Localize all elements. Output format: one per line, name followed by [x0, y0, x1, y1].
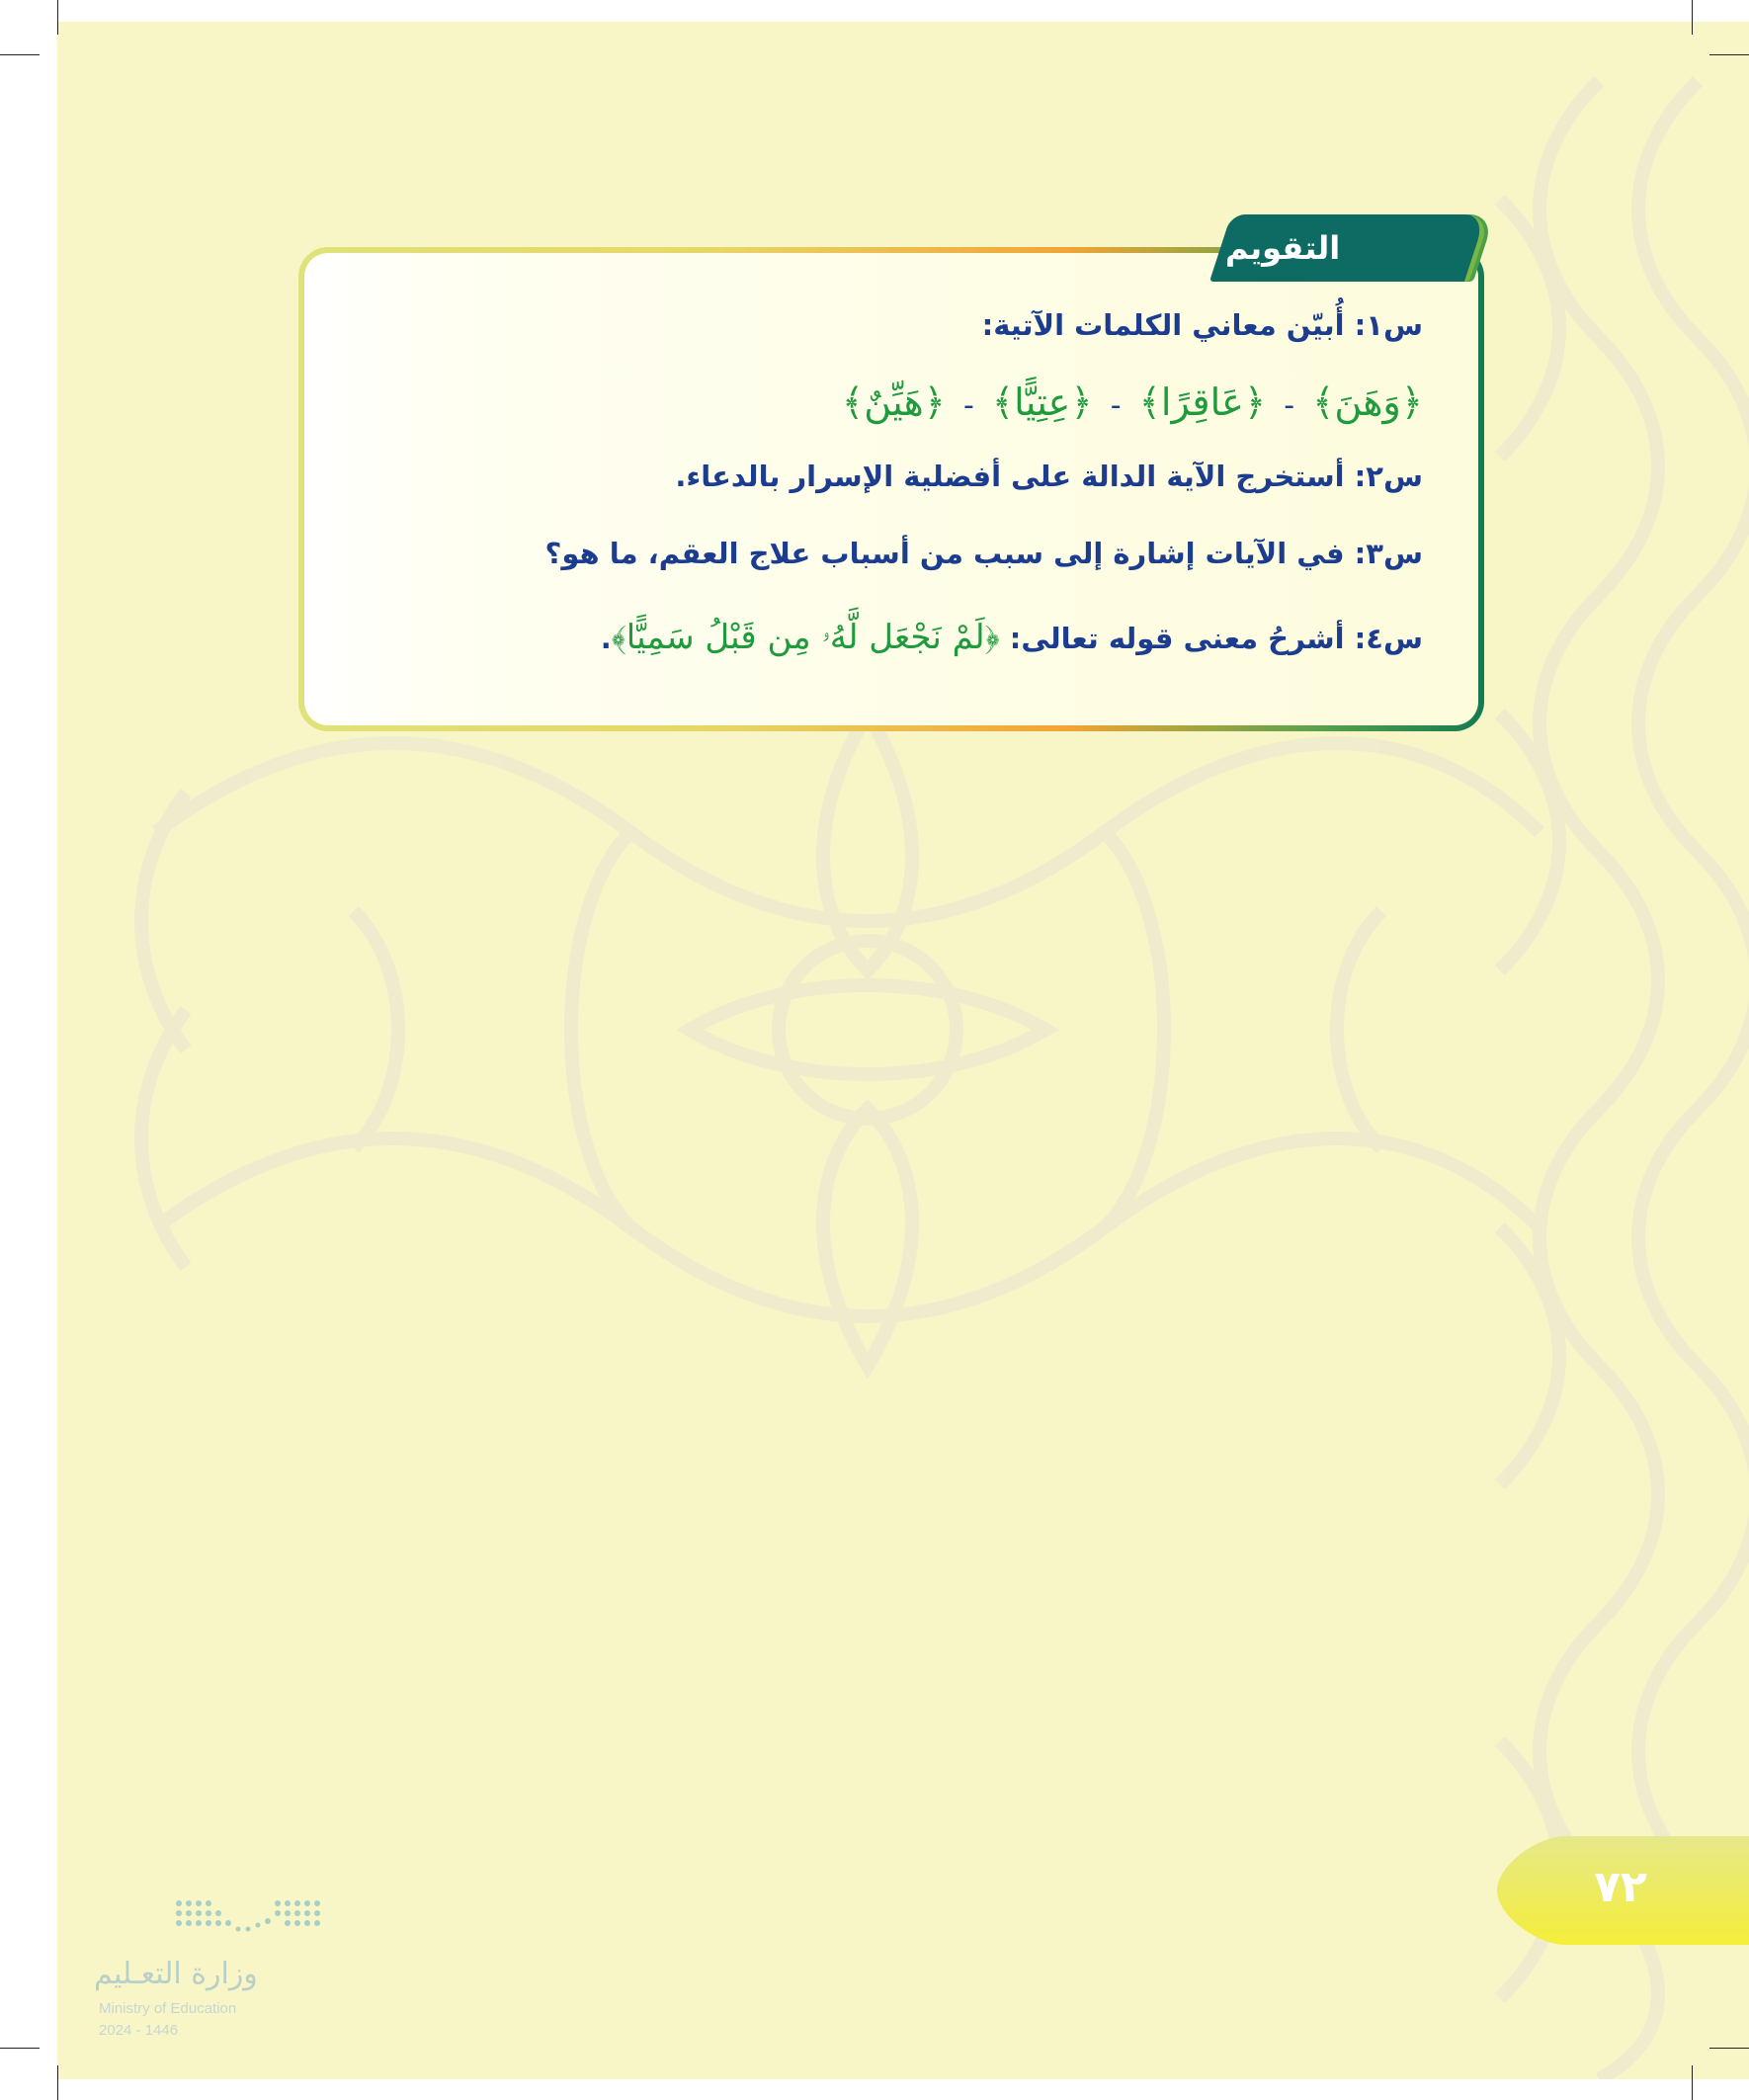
word-separator: - [962, 388, 974, 423]
word-item: وَهَنَ [1334, 380, 1401, 424]
page-number: ٧٢ [1594, 1862, 1647, 1912]
verse-bracket-open: ﴿ [923, 380, 946, 424]
ministry-name-english: Ministry of Education [99, 2000, 237, 2017]
question-3 [545, 537, 1423, 570]
question-1 [982, 308, 1423, 342]
question-4-number: س٤: [1344, 622, 1423, 655]
verse-bracket-open: ﴿ [984, 618, 1000, 657]
question-4 [601, 618, 1423, 657]
ministry-name-arabic: وزارة التعـليم [94, 1957, 258, 1991]
question-4-verse: لَمْ نَجْعَل لَّهُۥ مِن قَبْلُ سَمِيًّا [625, 618, 985, 657]
question-1-text: أُبيّن معاني الكلمات الآتية: [981, 308, 1345, 342]
question-1-number: س١: [1344, 308, 1423, 342]
word-item: هَيِّنٌ [864, 380, 924, 424]
verse-bracket-close: ﴾ [1138, 380, 1161, 424]
crop-mark [0, 2048, 40, 2049]
evaluation-title: التقويم [1225, 229, 1341, 267]
word-item: عِتِيًّا [1014, 380, 1071, 424]
word-item: عَاقِرًا [1160, 380, 1244, 424]
question-4-text: أشرحُ معنى قوله تعالى: [999, 622, 1345, 655]
verse-bracket-close: ﴾ [1312, 380, 1335, 424]
crop-mark [1692, 2065, 1693, 2100]
question-3-text: في الآيات إشارة إلى سبب من أسباب علاج العقم، ما هو؟ [544, 537, 1345, 570]
crop-mark [1709, 2048, 1749, 2049]
question-4-end: . [600, 622, 612, 655]
word-separator: - [1284, 388, 1295, 423]
verse-bracket-close: ﴾ [611, 618, 626, 657]
academic-year: 2024 - 1446 [99, 2022, 179, 2039]
crop-mark [57, 0, 58, 35]
verse-bracket-open: ﴿ [1243, 380, 1267, 424]
crop-mark [57, 2065, 58, 2100]
ministry-logo-icon [173, 1897, 323, 1937]
verse-bracket-open: ﴿ [1400, 380, 1423, 424]
verse-bracket-close: ﴾ [991, 380, 1015, 424]
question-2-number: س٢: [1344, 460, 1423, 493]
crop-mark [0, 54, 40, 55]
verse-bracket-close: ﴾ [841, 380, 865, 424]
crop-mark [1692, 0, 1693, 35]
question-3-number: س٣: [1344, 537, 1423, 570]
crop-mark [1709, 54, 1749, 55]
question-2-text: أستخرج الآية الدالة على أفضلية الإسرار بالدعاء. [675, 460, 1345, 493]
word-separator: - [1110, 388, 1122, 423]
verse-bracket-open: ﴿ [1070, 380, 1093, 424]
word-list [842, 380, 1423, 424]
question-2 [675, 460, 1423, 493]
